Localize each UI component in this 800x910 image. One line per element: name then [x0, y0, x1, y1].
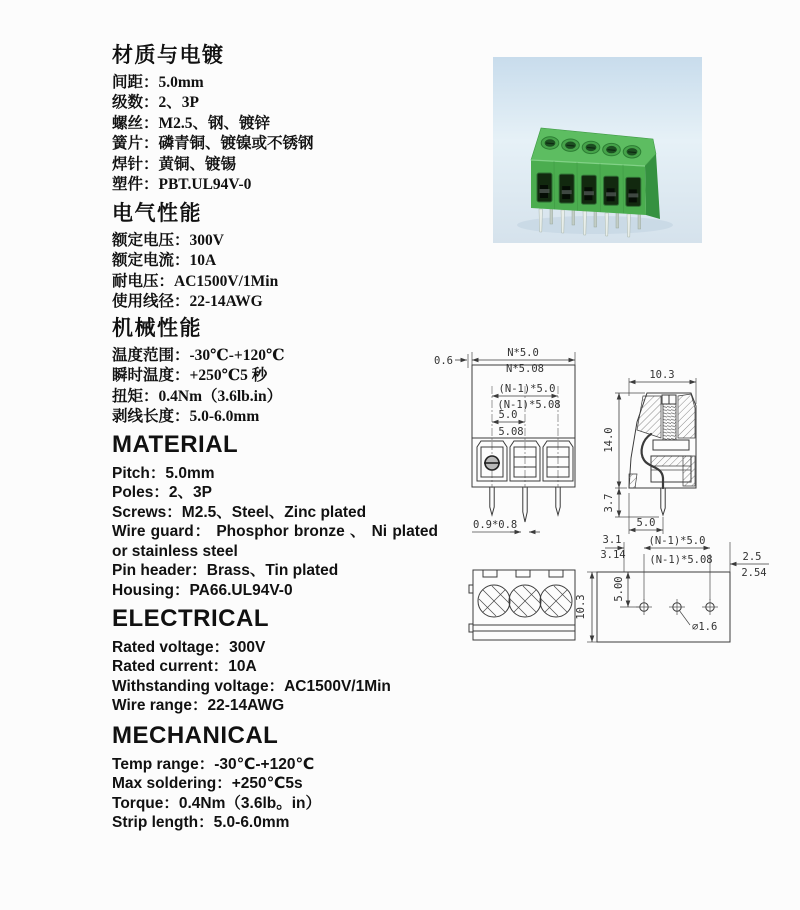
spec-row: Temp range：-30℃-+120℃ — [112, 755, 315, 773]
dim-label: 5.00 — [613, 576, 625, 602]
solder-pins — [490, 487, 560, 522]
spec-row: Pitch：5.0mm — [112, 464, 215, 482]
dim-label: N*5.0 — [507, 347, 539, 359]
dim-label: 3.14 — [600, 549, 626, 561]
spec-row: 簧片：磷青铜、镀镍或不锈钢 — [112, 135, 314, 153]
section-title-en-electrical: ELECTRICAL — [112, 605, 269, 632]
spec-row: Wire range：22-14AWG — [112, 697, 285, 715]
dim-label: 5.0 — [498, 409, 518, 421]
spec-row: 焊针：黄铜、镀锡 — [112, 155, 237, 173]
spec-row: Strip length：5.0-6.0mm — [112, 814, 290, 832]
side-pin — [661, 488, 665, 515]
spec-row: 剥线长度：5.0-6.0mm — [112, 408, 260, 426]
dim-label: ∅1.6 — [692, 621, 718, 633]
spec-row: Screws：M2.5、Steel、Zinc plated — [112, 503, 367, 521]
dim-label: 2.54 — [741, 567, 767, 579]
dim-label: 3.7 — [603, 493, 615, 513]
section-en-electrical — [112, 606, 438, 716]
spec-row: Withstanding voltage：AC1500V/1Min — [112, 677, 391, 695]
section-en-material — [112, 432, 438, 600]
spec-row: Poles：2、3P — [112, 484, 212, 502]
section-title-en-mechanical: MECHANICAL — [112, 722, 279, 749]
dim-label: (N-1)*5.08 — [497, 399, 561, 411]
pcb-footprint — [575, 534, 769, 642]
section-cn-mechanical — [112, 317, 438, 428]
spec-row: Max soldering：+250℃5s — [112, 775, 303, 793]
front-view — [434, 347, 575, 532]
screw-symbol — [484, 456, 500, 470]
spec-row: 螺丝：M2.5、钢、镀锌 — [112, 114, 271, 132]
spec-row: 使用线径：22-14AWG — [112, 293, 263, 311]
mounting-holes — [636, 599, 718, 615]
side-view — [603, 369, 696, 534]
product-photo — [493, 57, 702, 243]
spec-row: Rated current：10A — [112, 658, 257, 676]
section-en-mechanical — [112, 723, 438, 833]
section-cn-material — [112, 44, 438, 196]
spec-row: 额定电流：10A — [112, 252, 217, 270]
knurled-screws — [478, 585, 572, 617]
dim-label: 2.5 — [742, 551, 762, 563]
spec-row: Wire guard： Phosphor bronze 、 Ni plated or stainless steel — [112, 523, 438, 560]
dim-label: 0.6 — [434, 355, 453, 367]
section-title-cn-material: 材质与电镀 — [112, 43, 225, 67]
dim-label: 5.08 — [498, 426, 524, 438]
spec-row: 温度范围：-30℃-+120℃ — [112, 346, 285, 364]
top-view — [469, 570, 575, 640]
dim-label: (N-1)*5.0 — [648, 535, 706, 547]
spec-row: 级数：2、3P — [112, 94, 199, 112]
spec-row: Pin header：Brass、Tin plated — [112, 562, 339, 580]
dim-label: 10.3 — [575, 594, 587, 620]
spec-row: 额定电压：300V — [112, 231, 224, 249]
spec-row: 扭矩：0.4Nm（3.6lb.in） — [112, 387, 283, 405]
dim-label: 0.9*0.8 — [473, 519, 518, 531]
section-title-cn-mechanical: 机械性能 — [112, 316, 202, 340]
dim-label: 3.1 — [602, 534, 622, 546]
spec-row: Rated voltage：300V — [112, 638, 266, 656]
spec-row: Torque：0.4Nm（3.6lb。in） — [112, 794, 321, 812]
terminal-block — [517, 128, 673, 237]
section-title-cn-electrical: 电气性能 — [112, 201, 202, 225]
spec-row: 间距：5.0mm — [112, 73, 204, 91]
spec-row: 塑件：PBT.UL94V-0 — [112, 176, 252, 194]
dim-label: (N-1)*5.08 — [649, 554, 713, 566]
section-title-en-material: MATERIAL — [112, 431, 239, 458]
spec-row: 瞬时温度：+250℃5 秒 — [112, 367, 268, 385]
spec-row: 耐电压：AC1500V/1Min — [112, 272, 279, 290]
section-cn-electrical — [112, 202, 438, 313]
dim-label: N*5.08 — [506, 363, 544, 375]
dim-label: (N-1)*5.0 — [498, 383, 556, 395]
spec-row: Housing：PA66.UL94V-0 — [112, 581, 293, 599]
technical-drawings — [415, 338, 800, 663]
dim-label: 10.3 — [649, 369, 675, 381]
dim-label: 14.0 — [603, 427, 615, 453]
dim-label: 5.0 — [636, 517, 656, 529]
